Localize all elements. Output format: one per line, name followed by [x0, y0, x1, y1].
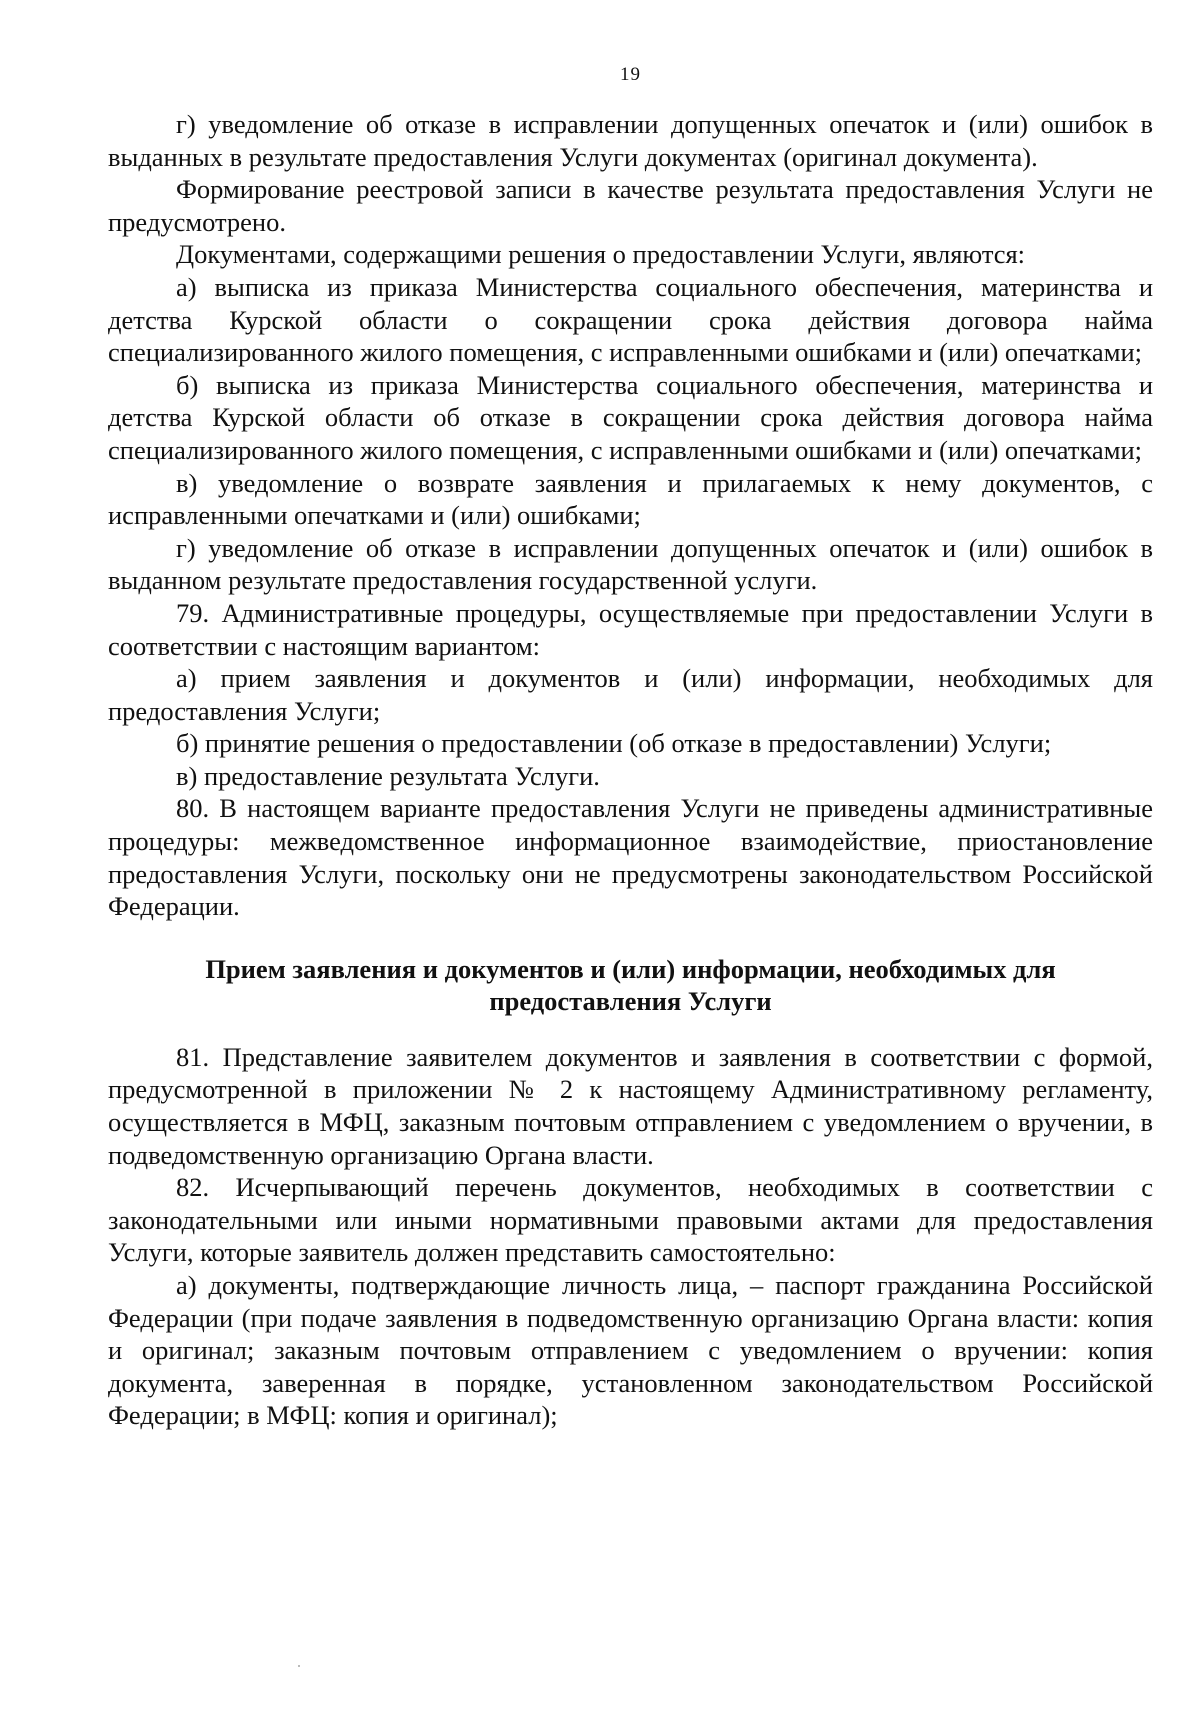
- paragraph: Документами, содержащими решения о предоставлении Услуги, являются:: [176, 239, 1026, 270]
- scan-artifact: [298, 1665, 300, 1667]
- paragraph: Формирование реестровой записи в качестве результата предоставления Услуги не предусмотрено.: [108, 174, 1153, 237]
- document-body: [108, 108, 1153, 1432]
- paragraph: а) выписка из приказа Министерства социального обеспечения, материнства и детства Курской области о сокращении срока действия договора найма специализированного жилого помещения, с исправленными ошибками и (или) опечатками;: [108, 271, 1153, 368]
- paragraph: в) предоставление результата Услуги.: [176, 760, 600, 791]
- paragraph: б) выписка из приказа Министерства социального обеспечения, материнства и детства Курской области об отказе в сокращении срока действия договора найма специализированного жилого помещения, с исправленными ошибками и (или) опечатками;: [108, 369, 1153, 465]
- paragraph: г) уведомление об отказе в исправлении допущенных опечаток и (или) ошибок в выданных в результате предоставления Услуги документах (оригинал документа).: [108, 109, 1153, 172]
- paragraph: г) уведомление об отказе в исправлении допущенных опечаток и (или) ошибок в выданном результате предоставления государственной услуги.: [108, 532, 1153, 596]
- page-number: 19: [620, 64, 641, 85]
- paragraph: в) уведомление о возврате заявления и прилагаемых к нему документов, с исправленными опечатками и (или) ошибками;: [108, 467, 1153, 531]
- paragraph: 81. Представление заявителем документов и заявления в соответствии с формой, предусмотренной в приложении № 2 к настоящему Административному регламенту, осуществляется в МФЦ, заказным почтовым отправлением с уведомлением о вручении, в подведомственную организацию Органа власти.: [108, 1041, 1153, 1170]
- paragraph: б) принятие решения о предоставлении (об отказе в предоставлении) Услуги;: [176, 728, 1052, 759]
- paragraph: 82. Исчерпывающий перечень документов, необходимых в соответствии с законодательными или иными нормативными правовыми актами для предоставления Услуги, которые заявитель должен представить самостоятельно:: [108, 1172, 1153, 1268]
- section-heading-line: Прием заявления и документов и (или) информации, необходимых для: [205, 953, 1056, 984]
- paragraph: а) прием заявления и документов и (или) информации, необходимых для предоставления Услуги;: [108, 663, 1153, 726]
- paragraph: 79. Административные процедуры, осуществляемые при предоставлении Услуги в соответствии с настоящим вариантом:: [108, 597, 1153, 661]
- section-heading-line: предоставления Услуги: [489, 985, 772, 1016]
- paragraph: а) документы, подтверждающие личность лица, – паспорт гражданина Российской Федерации (при подаче заявления в подведомственную организацию Органа власти: копия и оригинал; заказным почтовым отправлением с уведомлением о вручении: копия документа, заверенная в порядке, установленном законодательством Российской Федерации; в МФЦ: копия и оригинал);: [108, 1270, 1153, 1431]
- section-heading: [108, 953, 1153, 1017]
- paragraph: 80. В настоящем варианте предоставления Услуги не приведены административные процедуры: межведомственное информационное взаимодействие, приостановление предоставления Услуги, поскольку они не предусмотрены законодательством Российской Федерации.: [108, 793, 1153, 922]
